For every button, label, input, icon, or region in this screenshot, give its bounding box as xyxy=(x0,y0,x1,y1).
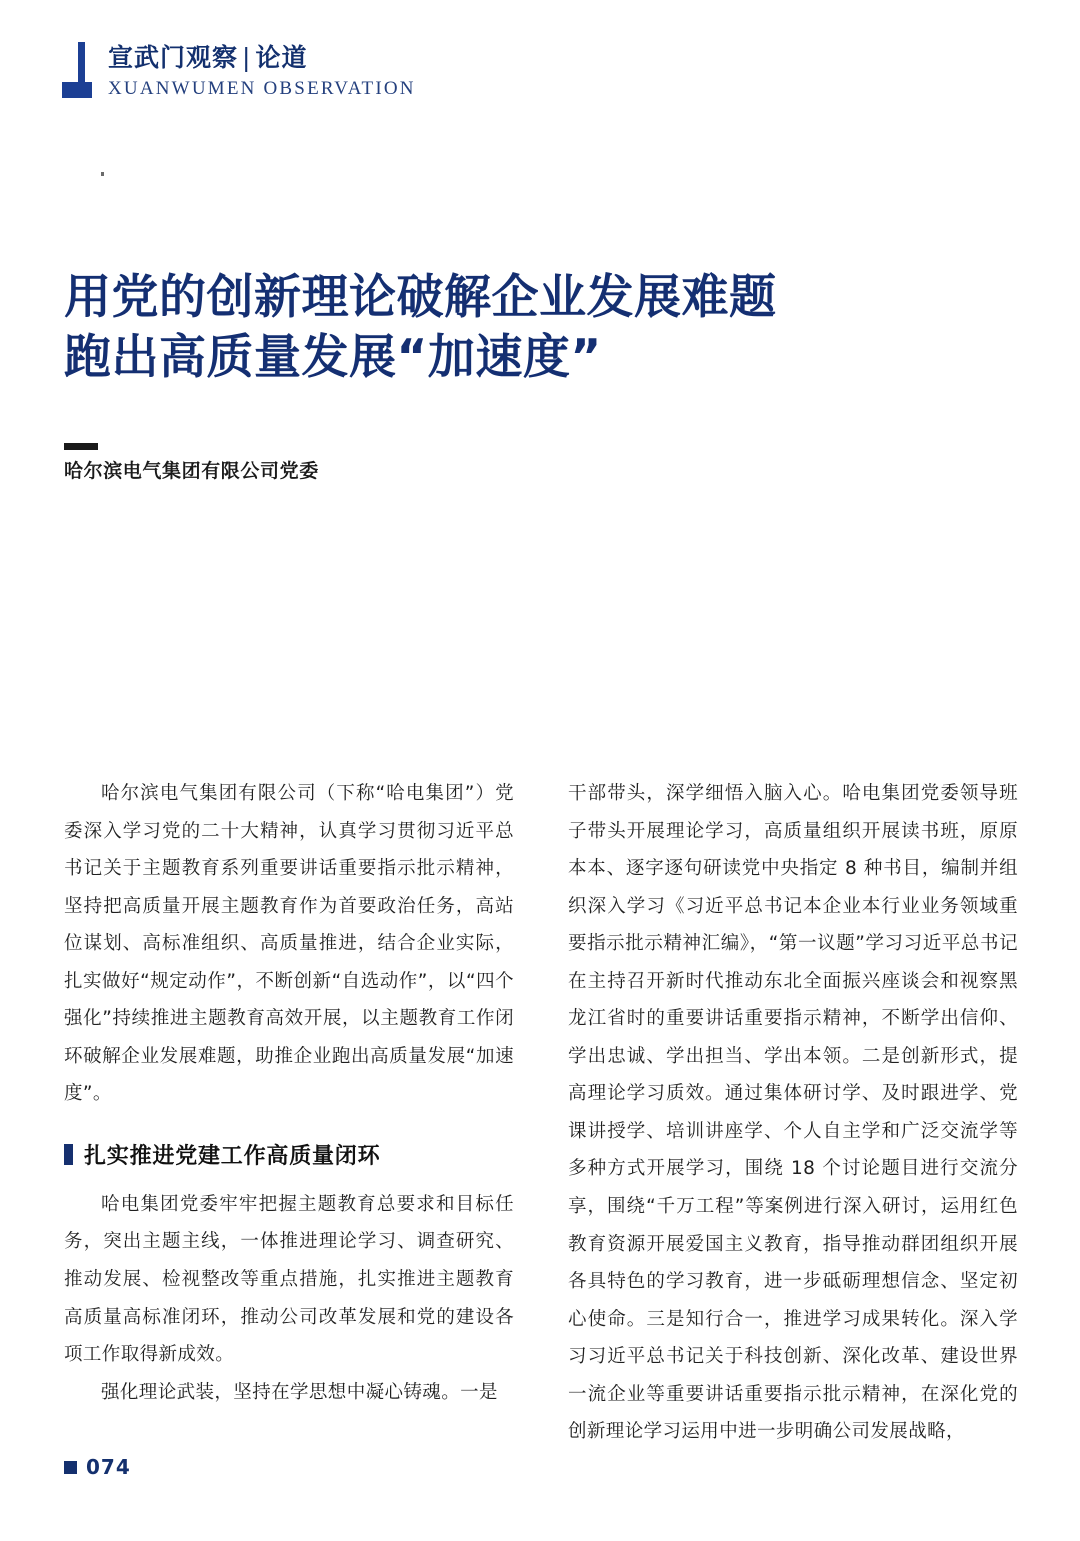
right-column xyxy=(568,775,1018,1451)
paragraph: 干部带头，深学细悟入脑入心。哈电集团党委领导班子带头开展理论学习，高质量组织开展读书班，原原本本、逐字逐句研读党中央指定 8 种书目，编制并组织深入学习《习近平总书记本企业本行业业务领域重要指示批示精神汇编》，“第一议题”学习习近平总书记在主持召开新时代推动东北全面振兴座谈会和视察黑龙江省时的重要讲话重要指示精神，不断学出信仰、学出忠诚、学出担当、学出本领。二是创新形式，提高理论学习质效。通过集体研讨学、及时跟进学、党课讲授学、培训讲座学、个人自主学和广泛交流学等多种方式开展学习，围绕 18 个讨论题目进行交流分享，围绕“千万工程”等案例进行深入研讨，运用红色教育资源开展爱国主义教育，指导推动群团组织开展各具特色的学习教育，进一步砥砺理想信念、坚定初心使命。三是知行合一，推进学习成果转化。深入学习习近平总书记关于科技创新、深化改革、建设世界一流企业等重要讲话重要指示批示精神，在深化党的创新理论学习运用中进一步明确公司发展战略， xyxy=(568,783,1018,1443)
section-subheading xyxy=(64,1139,514,1170)
registration-tick-mark xyxy=(101,172,104,176)
masthead-chinese-title xyxy=(108,44,416,72)
page-number: 074 xyxy=(86,1455,131,1479)
masthead-text xyxy=(108,42,416,100)
masthead xyxy=(62,42,416,100)
masthead-separator: | xyxy=(242,43,252,72)
left-column xyxy=(64,775,514,1451)
masthead-chinese-main: 宣武门观察 xyxy=(108,43,239,72)
article-title xyxy=(64,268,1024,388)
subheading-marker-icon xyxy=(64,1144,73,1165)
article-byline: 哈尔滨电气集团有限公司党委 xyxy=(64,460,319,482)
paragraph: 强化理论武装，坚持在学思想中凝心铸魂。一是 xyxy=(101,1381,498,1403)
article-title-line-1: 用党的创新理论破解企业发展难题 xyxy=(64,270,777,325)
paragraph: 哈电集团党委牢牢把握主题教育总要求和目标任务，突出主题主线，一体推进理论学习、调查研究、推动发展、检视整改等重点措施，扎实推进主题教育高质量高标准闭环，推动公司改革发展和党的建设各项工作取得新成效。 xyxy=(64,1193,514,1366)
page-footer xyxy=(64,1455,131,1479)
subheading-text: 扎实推进党建工作高质量闭环 xyxy=(84,1143,381,1169)
article-title-line-2: 跑出高质量发展“加速度” xyxy=(64,330,602,386)
footer-square-icon xyxy=(64,1461,77,1474)
masthead-english-title: XUANWUMEN OBSERVATION xyxy=(108,77,416,99)
masthead-logo-icon xyxy=(62,42,96,98)
article-body xyxy=(64,775,1018,1451)
byline-divider xyxy=(64,443,98,450)
masthead-chinese-section: 论道 xyxy=(255,43,308,72)
paragraph: 哈尔滨电气集团有限公司（下称“哈电集团”）党委深入学习党的二十大精神，认真学习贯彻习近平总书记关于主题教育系列重要讲话重要指示批示精神，坚持把高质量开展主题教育作为首要政治任务，高站位谋划、高标准组织、高质量推进，结合企业实际，扎实做好“规定动作”，不断创新“自选动作”，以“四个强化”持续推进主题教育高效开展，以主题教育工作闭环破解企业发展难题，助推企业跑出高质量发展“加速度”。 xyxy=(64,783,514,1105)
